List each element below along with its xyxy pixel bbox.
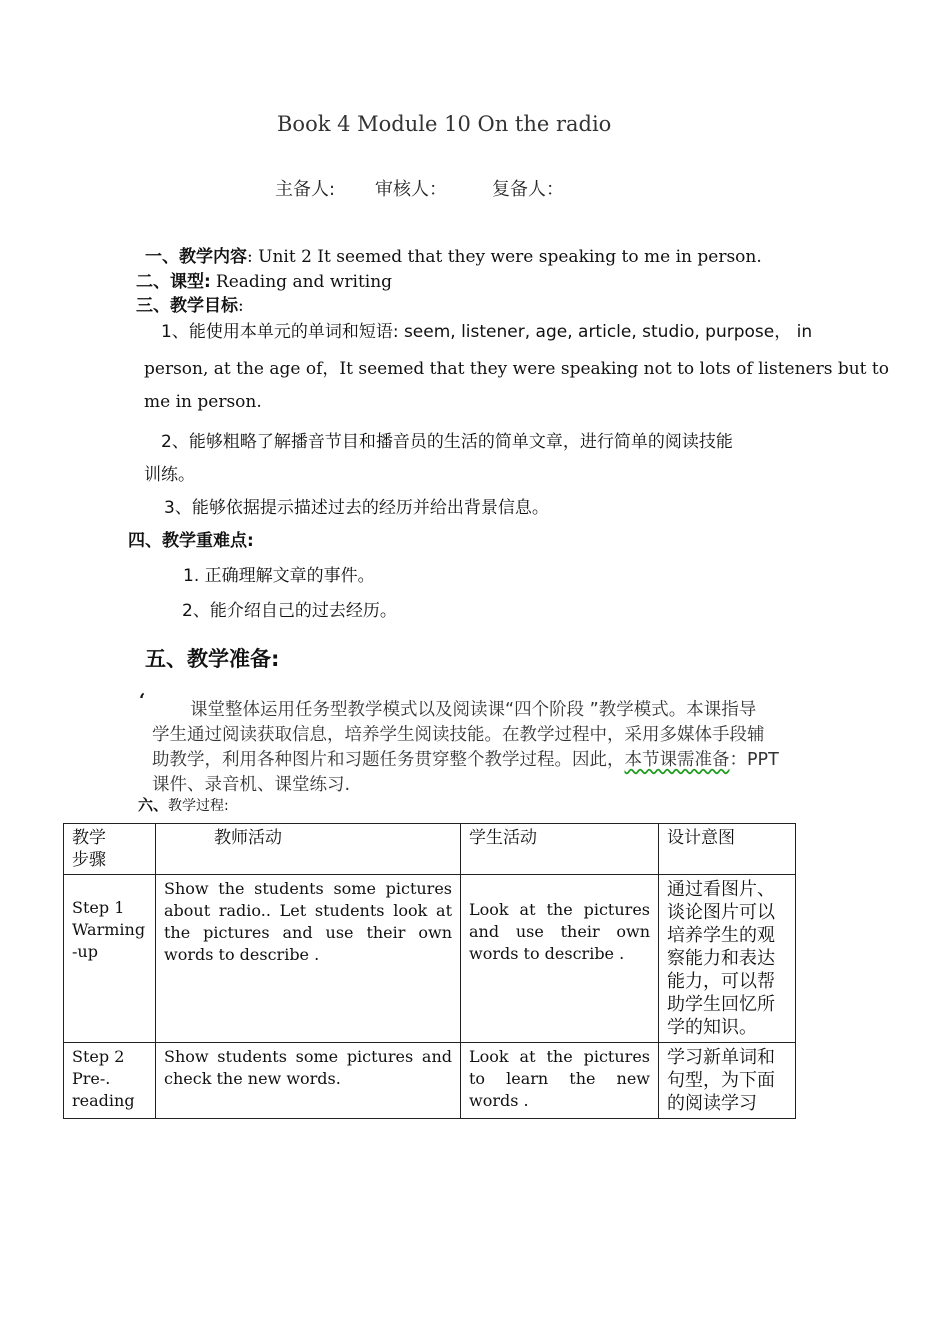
- section-type: [136, 267, 392, 292]
- goal-item-2-line-1: 2、能够粗略了解播音节目和播音员的生活的简单文章，进行简单的阅读技能: [161, 432, 733, 452]
- goal-item-3: 3、能够依据提示描述过去的经历并给出背景信息。: [164, 498, 549, 518]
- section-process-number: 六、: [138, 796, 169, 814]
- prep-line-1: 课堂整体运用任务型教学模式以及阅读课“四个阶段 ”教学模式。本课指导: [190, 700, 757, 720]
- prep-line-3: [152, 746, 779, 771]
- row-1-step-line-3: -up: [72, 942, 98, 961]
- main-preparer-label: 主备人:: [275, 179, 336, 200]
- table-row: [64, 875, 796, 1043]
- section-type-value: Reading and writing: [215, 272, 393, 292]
- row-2-step-line-1: Step 2: [72, 1047, 125, 1066]
- row-2-step-line-2: Pre-.: [72, 1069, 111, 1088]
- section-goals: [136, 291, 244, 316]
- table-header-row: [64, 824, 796, 875]
- row-1-teacher: Show the students some pictures about radio.. Let students look at the pictures and use their own words to describe .: [156, 875, 461, 1043]
- prep-line-2: 学生通过阅读获取信息，培养学生阅读技能。在教学过程中，采用多媒体手段辅: [152, 725, 765, 745]
- section-goals-heading: 三、教学目标: [136, 296, 238, 316]
- section-keypoints-heading: 四、教学重难点:: [128, 531, 254, 551]
- row-2-step-line-3: reading: [72, 1091, 135, 1110]
- header-teacher-label: 教师活动: [214, 828, 282, 848]
- goal-item-1-line-1: 1、能使用本单元的单词和短语: seem, listener, age, article, studio, purpose， in: [161, 322, 813, 342]
- row-1-step: [64, 875, 156, 1043]
- header-purpose: [659, 824, 796, 875]
- row-1-step-line-1: Step 1: [72, 898, 125, 917]
- section-process-heading: [138, 794, 229, 815]
- row-1-step-line-2: Warming: [72, 920, 146, 939]
- goal-item-1-line-3: me in person.: [144, 392, 262, 412]
- goal-item-2-line-2: 训练。: [144, 465, 195, 485]
- prep-line-3-a: 助教学，利用各种图片和习题任务贯穿整个教学过程。因此，: [152, 750, 625, 770]
- section-content-value: : Unit 2 It seemed that they were speaking to me in person.: [247, 247, 762, 267]
- section-goals-colon: :: [238, 296, 244, 316]
- preparer-line: [275, 175, 564, 201]
- process-table: [63, 823, 796, 1119]
- row-2-step: [64, 1043, 156, 1119]
- prep-mark: ‘: [139, 690, 146, 711]
- header-teacher: [156, 824, 461, 875]
- keypoint-item-1: 1. 正确理解文章的事件。: [183, 566, 375, 586]
- header-purpose-label: 设计意图: [667, 828, 735, 848]
- section-content: [145, 242, 762, 267]
- row-2-teacher: Show students some pictures and check the new words.: [156, 1043, 461, 1119]
- prep-line-4: 课件、录音机、课堂练习.: [152, 775, 351, 795]
- section-content-heading: 一、教学内容: [145, 247, 247, 267]
- header-step-line-1: 教学: [72, 828, 106, 848]
- header-student: [461, 824, 659, 875]
- section-prep-heading: 五、教学准备:: [145, 647, 280, 671]
- document-title: Book 4 Module 10 On the radio: [277, 112, 612, 136]
- row-2-student: Look at the pictures to learn the new words .: [461, 1043, 659, 1119]
- row-1-purpose: 通过看图片、谈论图片可以培养学生的观察能力和表达能力，可以帮助学生回忆所学的知识。: [659, 875, 796, 1043]
- section-type-heading: 二、课型:: [136, 272, 211, 292]
- row-2-purpose: 学习新单词和句型，为下面的阅读学习: [659, 1043, 796, 1119]
- row-1-student: Look at the pictures and use their own words to describe .: [461, 875, 659, 1043]
- header-step: [64, 824, 156, 875]
- secondary-preparer-label: 复备人：: [492, 179, 564, 200]
- keypoint-item-2: 2、能介绍自己的过去经历。: [182, 601, 397, 621]
- header-student-label: 学生活动: [469, 828, 537, 848]
- reviewer-label: 审核人：: [375, 179, 447, 200]
- prep-line-3-b: 本节课需准备: [624, 750, 730, 770]
- prep-line-3-c: ：PPT: [729, 750, 779, 770]
- header-step-line-2: 步骤: [72, 850, 106, 870]
- table-row: [64, 1043, 796, 1119]
- section-process-label: 教学过程:: [168, 798, 229, 814]
- goal-item-1-line-2: person, at the age of，It seemed that they were speaking not to lots of listeners but to: [144, 359, 889, 379]
